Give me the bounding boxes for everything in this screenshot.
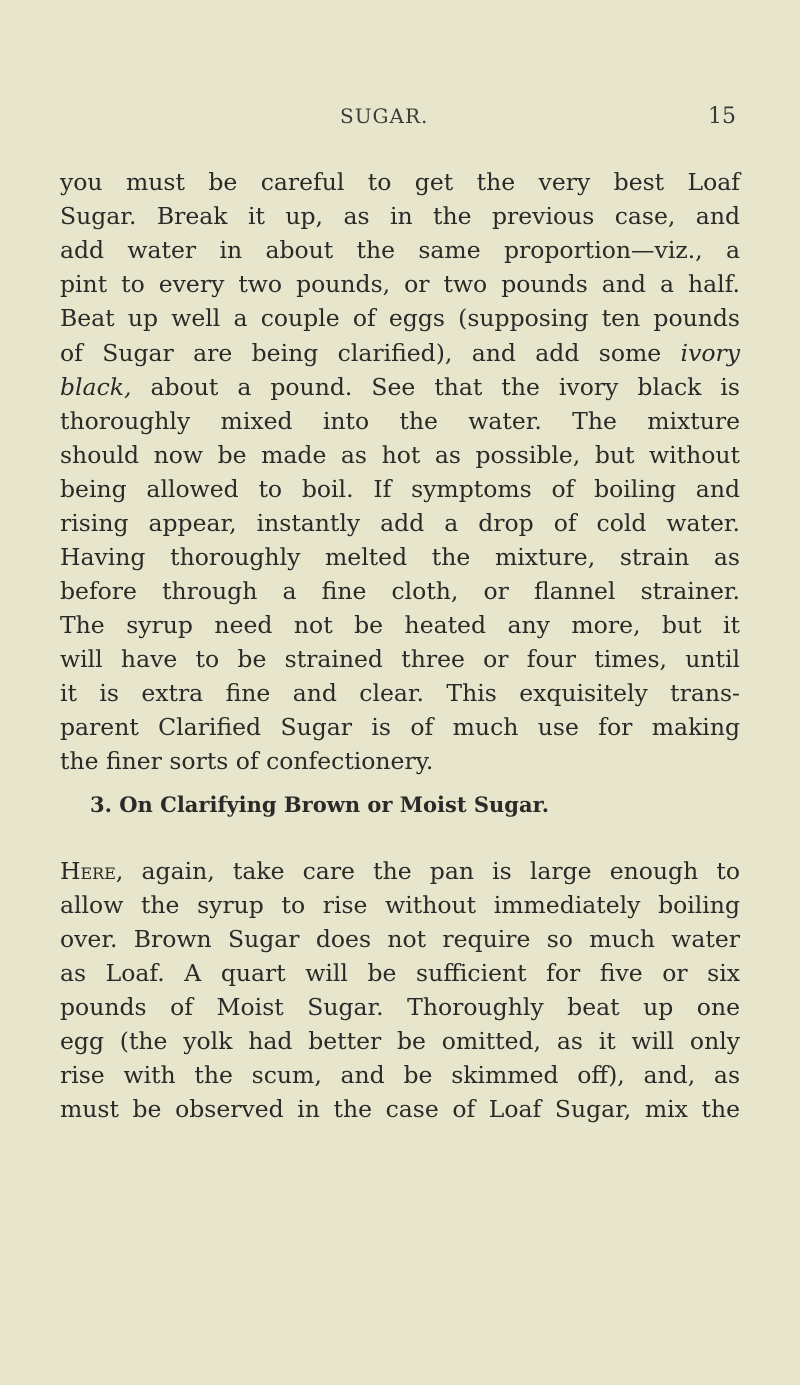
text-line: must be observed in the case of Loaf Sugar, mix the [60,1095,740,1123]
text-line: Sugar. Break it up, as in the previous case, and [60,202,740,230]
text-line: allow the syrup to rise without immediately boiling [60,891,740,919]
section-heading: 3. On Clarifying Brown or Moist Sugar. [90,792,550,817]
text-line: thoroughly mixed into the water. The mixture [60,407,740,435]
text-line: add water in about the same proportion—viz., a [60,236,740,264]
text-line-with-italic [60,370,740,404]
text-line: rise with the scum, and be skimmed off), and, as [60,1061,740,1089]
text-line: Beat up well a couple of eggs (supposing ten pounds [60,304,740,332]
text-line: rising appear, instantly add a drop of cold water. [60,509,740,537]
text-line-rest: again, take care the pan is large enough to [123,857,740,885]
text-line: should now be made as hot as possible, but without [60,441,740,469]
text-line: parent Clarified Sugar is of much use for making [60,713,740,741]
text-line: The syrup need not be heated any more, but it [60,611,740,639]
text-line: before through a fine cloth, or flannel strainer. [60,577,740,605]
italic-term: black, [60,373,132,401]
text-line: as Loaf. A quart will be sufficient for five or six [60,959,740,987]
running-head [0,104,800,134]
text-line: it is extra fine and clear. This exquisitely trans- [60,679,740,707]
text-line-start: of Sugar are being clarified), and add some [60,339,681,367]
text-line: Having thoroughly melted the mixture, strain as [60,543,740,571]
text-line: the finer sorts of confectionery. [60,747,434,775]
text-line-with-smallcaps [60,854,740,888]
text-line: egg (the yolk had better be omitted, as it will only [60,1027,740,1055]
running-title: SUGAR. [340,104,429,128]
text-line: will have to be strained three or four times, until [60,645,740,673]
text-line: pint to every two pounds, or two pounds and a half. [60,270,740,298]
italic-term: ivory [680,339,740,367]
page-number: 15 [708,104,736,129]
text-line: you must be careful to get the very best Loaf [60,168,740,196]
text-line: pounds of Moist Sugar. Thoroughly beat up one [60,993,740,1021]
text-line-with-italic [60,336,740,370]
text-line: over. Brown Sugar does not require so much water [60,925,740,953]
text-line: being allowed to boil. If symptoms of boiling and [60,475,740,503]
opening-word: Here, [60,857,124,885]
text-line-rest: about a pound. See that the ivory black is [150,373,740,401]
